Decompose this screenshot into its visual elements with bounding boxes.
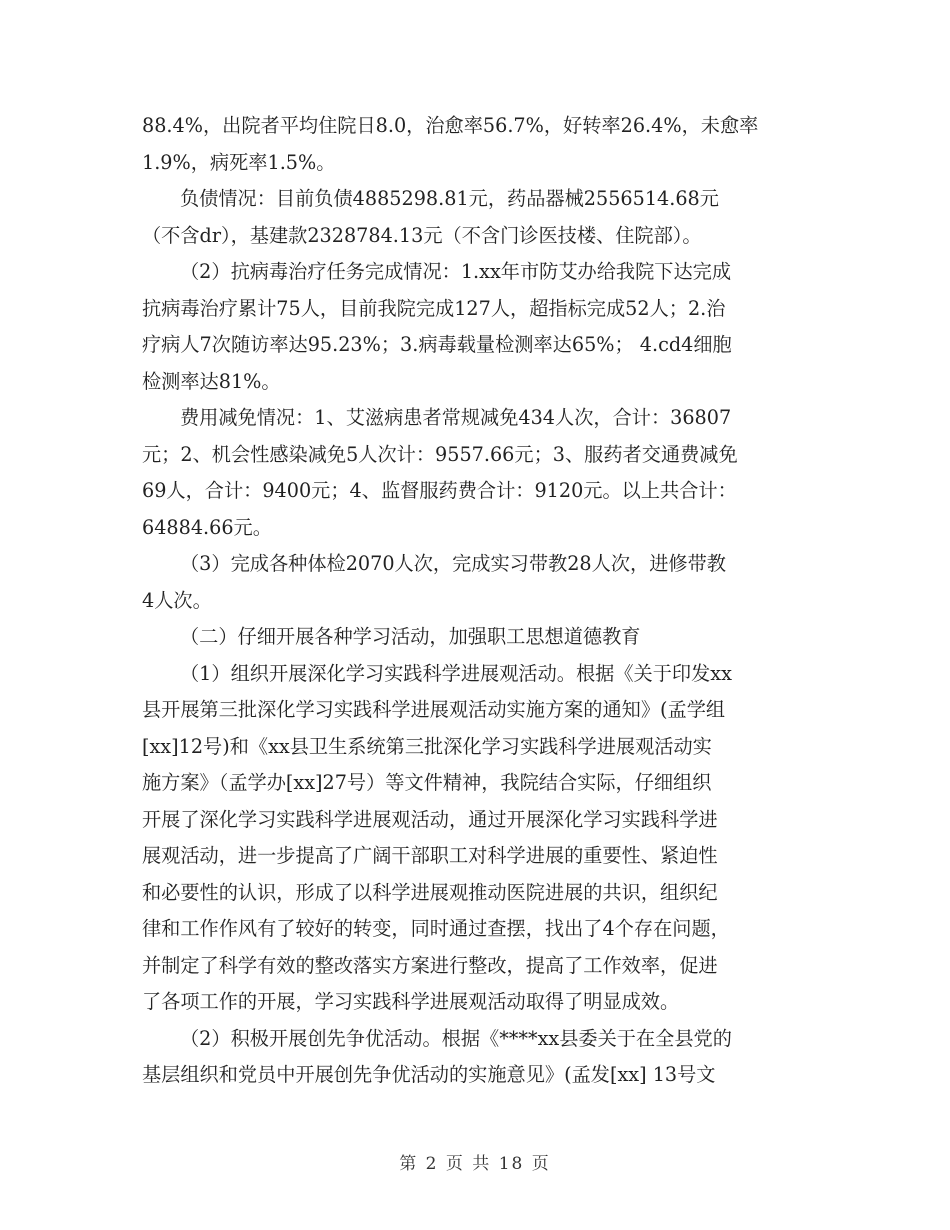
text-line: 律和工作作风有了较好的转变，同时通过查摆，找出了4个存在问题， bbox=[142, 917, 730, 940]
text-line: 基层组织和党员中开展创先争优活动的实施意见》(孟发[xx] 13号文 bbox=[142, 1063, 716, 1086]
text-line: 县开展第三批深化学习实践科学进展观活动实施方案的通知》(孟学组 bbox=[142, 698, 726, 721]
text-line: 88.4%，出院者平均住院日8.0，治愈率56.7%，好转率26.4%，未愈率 bbox=[142, 114, 759, 137]
text-line: 4人次。 bbox=[142, 588, 212, 612]
text-line: 69人，合计：9400元；4、监督服药费合计：9120元。以上共合计： bbox=[142, 479, 737, 502]
document-body bbox=[142, 108, 822, 1094]
text-line: 和必要性的认识，形成了以科学进展观推动医院进展的共识，组织纪 bbox=[142, 880, 718, 904]
text-line: （不含dr），基建款2328784.13元（不含门诊医技楼、住院部）。 bbox=[142, 223, 702, 247]
text-line: 1.9%，病死率1.5%。 bbox=[142, 150, 336, 174]
text-line: 展观活动，进一步提高了广阔干部职工对科学进展的重要性、紧迫性 bbox=[142, 844, 718, 867]
text-line: 抗病毒治疗累计75人，目前我院完成127人，超指标完成52人；2.治 bbox=[142, 296, 726, 320]
text-line: 负债情况：目前负债4885298.81元，药品器械2556514.68元 bbox=[180, 187, 719, 210]
text-line: [xx]12号)和《xx县卫生系统第三批深化学习实践科学进展观活动实 bbox=[142, 734, 712, 758]
page-footer: 第 2 页 共 18 页 bbox=[399, 1154, 551, 1174]
text-line: 了各项工作的开展，学习实践科学进展观活动取得了明显成效。 bbox=[142, 990, 680, 1013]
text-line: 检测率达81%。 bbox=[142, 369, 281, 393]
text-line: 开展了深化学习实践科学进展观活动，通过开展深化学习实践科学进 bbox=[142, 807, 718, 831]
text-line: （1）组织开展深化学习实践科学进展观活动。根据《关于印发xx bbox=[180, 661, 732, 685]
text-line: 施方案》（孟学办[xx]27号）等文件精神，我院结合实际，仔细组织 bbox=[142, 771, 712, 794]
text-line: （2）抗病毒治疗任务完成情况：1.xx年市防艾办给我院下达完成 bbox=[180, 260, 732, 283]
text-line: 64884.66元。 bbox=[142, 515, 272, 539]
text-line: 费用减免情况：1、艾滋病患者常规减免434人次，合计：36807 bbox=[180, 406, 732, 429]
text-line: 元；2、机会性感染减免5人次计：9557.66元；3、服药者交通费减免 bbox=[142, 442, 738, 466]
text-line: （二）仔细开展各种学习活动，加强职工思想道德教育 bbox=[180, 625, 641, 648]
text-line: （3）完成各种体检2070人次，完成实习带教28人次，进修带教 bbox=[180, 552, 726, 575]
text-line: 疗病人7次随访率达95.23%；3.病毒载量检测率达65%； 4.cd4细胞 bbox=[142, 333, 732, 356]
text-line: 并制定了科学有效的整改落实方案进行整改，提高了工作效率，促进 bbox=[142, 953, 718, 977]
text-line: （2）积极开展创先争优活动。根据《****xx县委关于在全县党的 bbox=[180, 1026, 732, 1050]
